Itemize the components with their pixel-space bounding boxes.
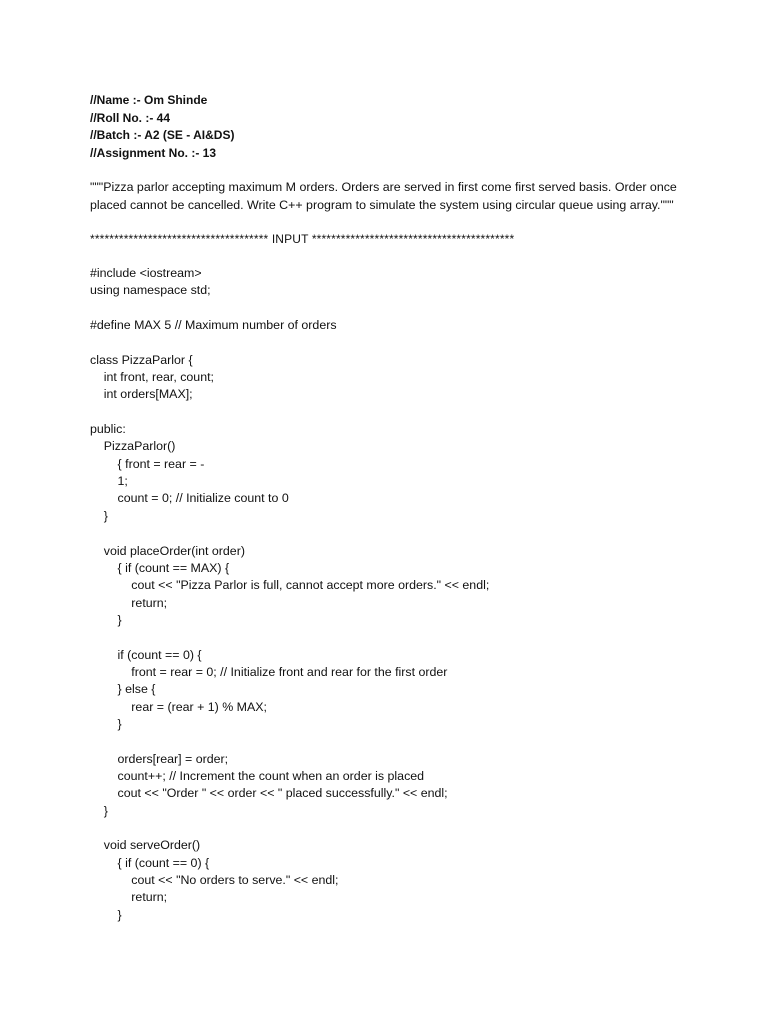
code-line bbox=[90, 334, 690, 351]
code-line bbox=[90, 733, 690, 750]
code-line: } else { bbox=[90, 682, 156, 697]
code-line: cout << "Order " << order << " placed successfully." << endl; bbox=[90, 786, 448, 801]
code-line bbox=[90, 300, 690, 317]
assignment-line: //Assignment No. :- 13 bbox=[90, 145, 217, 160]
code-line: return; bbox=[90, 595, 168, 610]
code-line bbox=[90, 629, 690, 646]
code-line: { front = rear = - bbox=[90, 456, 205, 471]
code-line: rear = (rear + 1) % MAX; bbox=[90, 699, 267, 714]
code-line: } bbox=[90, 612, 122, 627]
code-line: #define MAX 5 // Maximum number of orders bbox=[90, 318, 337, 333]
code-line: front = rear = 0; // Initialize front and rear for the first order bbox=[90, 664, 448, 679]
code-line: } bbox=[90, 716, 122, 731]
code-line: cout << "No orders to serve." << endl; bbox=[90, 873, 339, 888]
code-line: { if (count == 0) { bbox=[90, 855, 210, 870]
code-line: orders[rear] = order; bbox=[90, 751, 229, 766]
code-line: #include <iostream> bbox=[90, 266, 202, 280]
code-line: } bbox=[90, 508, 108, 523]
code-line bbox=[90, 404, 690, 421]
code-line: cout << "Pizza Parlor is full, cannot accept more orders." << endl; bbox=[90, 578, 490, 593]
batch-line: //Batch :- A2 (SE - AI&DS) bbox=[90, 128, 235, 142]
code-line: PizzaParlor() bbox=[90, 439, 176, 454]
problem-statement: """Pizza parlor accepting maximum M orders. Orders are served in first come first served basis. Order once placed cannot be cancelled. Write C++ program to simulate the system using circular queue using array.""" bbox=[90, 180, 677, 212]
code-line: using namespace std; bbox=[90, 283, 211, 298]
code-line: class PizzaParlor { bbox=[90, 352, 193, 367]
code-listing bbox=[90, 265, 690, 924]
name-line: //Name :- Om Shinde bbox=[90, 93, 208, 107]
code-line: } bbox=[90, 907, 122, 922]
code-line: void serveOrder() bbox=[90, 838, 201, 853]
roll-line: //Roll No. :- 44 bbox=[90, 110, 171, 125]
code-line: 1; bbox=[90, 474, 128, 489]
code-line bbox=[90, 525, 690, 542]
code-line: public: bbox=[90, 422, 126, 437]
code-line: void placeOrder(int order) bbox=[90, 543, 245, 558]
code-line: { if (count == MAX) { bbox=[90, 560, 230, 575]
code-line: return; bbox=[90, 890, 168, 905]
code-line: int orders[MAX]; bbox=[90, 387, 193, 402]
input-divider: ************************************* INPUT ****************************************** bbox=[90, 232, 515, 246]
code-line: } bbox=[90, 803, 108, 818]
code-line: int front, rear, count; bbox=[90, 370, 214, 385]
code-line: count++; // Increment the count when an order is placed bbox=[90, 768, 425, 783]
document-page bbox=[90, 92, 690, 924]
code-line: if (count == 0) { bbox=[90, 647, 202, 662]
author-header bbox=[90, 92, 690, 162]
code-line: count = 0; // Initialize count to 0 bbox=[90, 491, 289, 506]
code-line bbox=[90, 820, 690, 837]
